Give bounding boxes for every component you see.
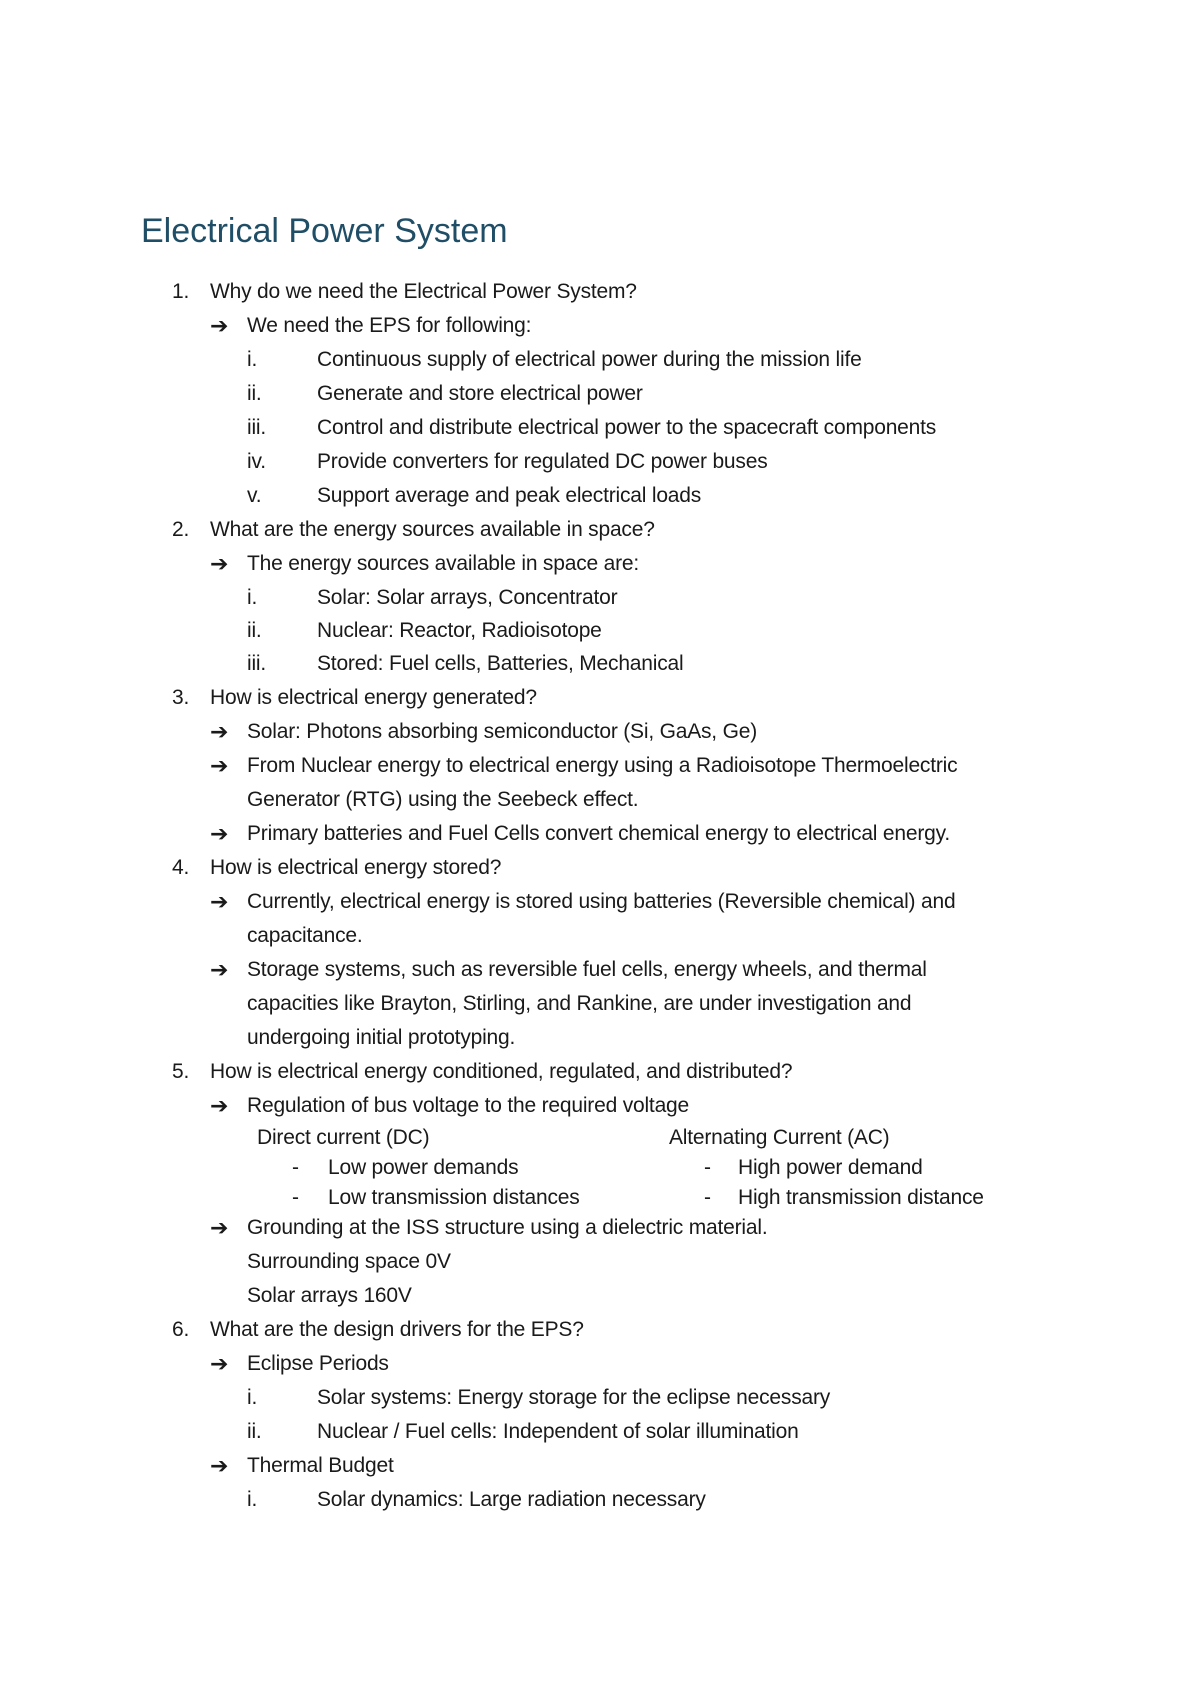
- list-item-text: Nuclear / Fuel cells: Independent of solar illumination: [317, 1420, 799, 1443]
- list-item-text: Nuclear: Reactor, Radioisotope: [317, 619, 602, 642]
- ac-item: High power demand: [738, 1156, 923, 1179]
- question-text: Why do we need the Electrical Power System?: [210, 280, 637, 303]
- arrow-icon: ➔: [210, 957, 229, 982]
- roman-numeral: ii.: [247, 382, 262, 405]
- arrow-icon: ➔: [210, 1453, 229, 1478]
- arrow-icon: ➔: [210, 889, 229, 914]
- question-number: 3.: [172, 686, 190, 709]
- answer-text: Primary batteries and Fuel Cells convert chemical energy to electrical energy.: [247, 822, 950, 845]
- list-item-text: Generate and store electrical power: [317, 382, 643, 405]
- answer-text: Surrounding space 0V: [247, 1250, 451, 1273]
- answer-text: The energy sources available in space are:: [247, 552, 639, 575]
- roman-numeral: iv.: [247, 450, 266, 473]
- question-text: How is electrical energy conditioned, regulated, and distributed?: [210, 1060, 793, 1083]
- ac-heading: Alternating Current (AC): [669, 1126, 890, 1149]
- answer-text: Regulation of bus voltage to the required voltage: [247, 1094, 690, 1117]
- question-text: What are the design drivers for the EPS?: [210, 1318, 584, 1341]
- answer-text: Solar arrays 160V: [247, 1284, 412, 1307]
- answer-text: capacitance.: [247, 924, 363, 947]
- dash-bullet: -: [292, 1186, 299, 1209]
- question-text: What are the energy sources available in space?: [210, 518, 655, 541]
- answer-text: Grounding at the ISS structure using a dielectric material.: [247, 1216, 768, 1239]
- list-item-text: Solar systems: Energy storage for the eclipse necessary: [317, 1386, 831, 1409]
- question-number: 6.: [172, 1318, 190, 1341]
- dash-bullet: -: [704, 1156, 711, 1179]
- question-number: 2.: [172, 518, 190, 541]
- answer-text: capacities like Brayton, Stirling, and Rankine, are under investigation and: [247, 992, 912, 1015]
- roman-numeral: i.: [247, 1488, 258, 1511]
- list-item-text: Continuous supply of electrical power during the mission life: [317, 348, 862, 371]
- list-item-text: Solar dynamics: Large radiation necessary: [317, 1488, 706, 1511]
- question-number: 1.: [172, 280, 190, 303]
- dc-item: Low transmission distances: [328, 1186, 580, 1209]
- list-item-text: Control and distribute electrical power to the spacecraft components: [317, 416, 937, 439]
- answer-text: Thermal Budget: [247, 1454, 394, 1477]
- answer-text: Generator (RTG) using the Seebeck effect.: [247, 788, 639, 811]
- list-item-text: Provide converters for regulated DC power buses: [317, 450, 768, 473]
- list-item-text: Support average and peak electrical loads: [317, 484, 702, 507]
- roman-numeral: ii.: [247, 1420, 262, 1443]
- arrow-icon: ➔: [210, 719, 229, 744]
- question-text: How is electrical energy stored?: [210, 856, 502, 879]
- answer-text: From Nuclear energy to electrical energy using a Radioisotope Thermoelectric: [247, 754, 958, 777]
- arrow-icon: ➔: [210, 821, 229, 846]
- ac-item: High transmission distance: [738, 1186, 984, 1209]
- answer-text: Solar: Photons absorbing semiconductor (Si, GaAs, Ge): [247, 720, 757, 743]
- arrow-icon: ➔: [210, 1093, 229, 1118]
- roman-numeral: iii.: [247, 652, 267, 675]
- arrow-icon: ➔: [210, 551, 229, 576]
- roman-numeral: i.: [247, 348, 258, 371]
- roman-numeral: i.: [247, 586, 258, 609]
- roman-numeral: i.: [247, 1386, 258, 1409]
- dash-bullet: -: [704, 1186, 711, 1209]
- dc-heading: Direct current (DC): [257, 1126, 430, 1149]
- question-number: 5.: [172, 1060, 190, 1083]
- arrow-icon: ➔: [210, 753, 229, 778]
- arrow-icon: ➔: [210, 1215, 229, 1240]
- answer-text: Eclipse Periods: [247, 1352, 389, 1375]
- roman-numeral: iii.: [247, 416, 267, 439]
- arrow-icon: ➔: [210, 1351, 229, 1376]
- roman-numeral: ii.: [247, 619, 262, 642]
- roman-numeral: v.: [247, 484, 262, 507]
- arrow-icon: ➔: [210, 313, 229, 338]
- answer-text: We need the EPS for following:: [247, 314, 532, 337]
- list-item-text: Stored: Fuel cells, Batteries, Mechanical: [317, 652, 684, 675]
- list-item-text: Solar: Solar arrays, Concentrator: [317, 586, 618, 609]
- answer-text: undergoing initial prototyping.: [247, 1026, 516, 1049]
- question-text: How is electrical energy generated?: [210, 686, 537, 709]
- document-title: Electrical Power System: [141, 212, 508, 250]
- dc-item: Low power demands: [328, 1156, 519, 1179]
- answer-text: Storage systems, such as reversible fuel cells, energy wheels, and thermal: [247, 958, 927, 981]
- answer-text: Currently, electrical energy is stored using batteries (Reversible chemical) and: [247, 890, 956, 913]
- dash-bullet: -: [292, 1156, 299, 1179]
- question-number: 4.: [172, 856, 190, 879]
